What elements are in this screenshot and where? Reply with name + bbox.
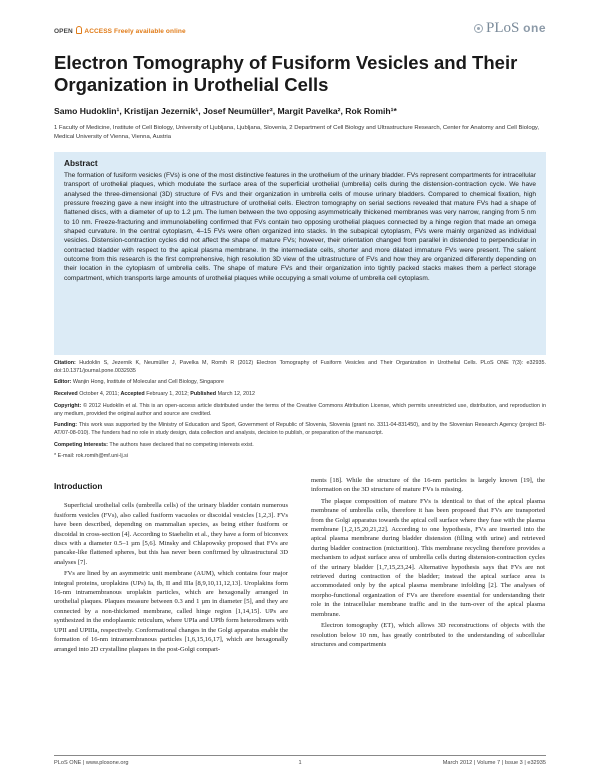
brand-one: one [523,21,546,35]
abstract-heading: Abstract [64,158,98,168]
open-access-prefix: OPEN [54,28,73,35]
body-column-left [54,476,288,656]
abstract-text: The formation of fusiform vesicles (FVs) is one of the most distinctive features in the urothelium of the urinary bladder. FVs represent compartments for intracellular transport of urothelial plaques, which modulate the surface area of the superficial urothelial (umbrella) cells during the distension-contraction cycle. We have analysed the three-dimensional (3D) structure of FVs and their organization in umbrella cells of mouse urinary bladders. Compared to chemical fixation, high pressure freezing gave a new insight into the ultrastructure of urothelial cells. Electron tomography on serial sections revealed that mature FVs had a shape of flattened discs, with a diameter of up to 1.2 µm. The lumen between the two opposing asymmetrically thickened membranes was very narrow, ranging from 5 nm to 10 nm. Freeze-fracturing and immunolabelling confirmed that FVs contain two opposing urothelial plaques connected by a hinge region that made an omega shaped curvature. In the central cytoplasm, 4–15 FVs were often organized into stacks. In the subapical cytoplasm, FVs were mainly organized as individual vesicles. Distension-contraction cycles did not affect the shape of mature FVs; however, their orientation changed from parallel in distended to perpendicular in contracted bladder with respect to the apical plasma membrane. In the intermediate cells, shorter and more dilated immature FVs were present. The salient outcome from this research is the first comprehensive, high resolution 3D view of the ultrastructure of FVs and how they are organized differently depending on their location in the cytoplasm of umbrella cells. The shape of mature FVs and their organization into tightly packed stacks makes them a perfect storage compartment, which transports large amounts of urothelial plaques while occupying a small volume of umbrella cell cytoplasm. [64,172,536,282]
body-paragraph: The plaque composition of mature FVs is identical to that of the apical plasma membrane of umbrella cells, therefore it has been proposed that FVs are transported from the Golgi apparatus towards the apical cell surface where they fuse with the plasma membrane [1,2,15,20,21,22]. According to one hypothesis, FVs are inserted into the apical plasma membrane during bladder distension (filling with urine) and retrieved during bladder contraction (micturition). This membrane recycling therefore provides a mechanism to adjust surface area of umbrella cells during distension-contraction cycles of the urinary bladder [1,7,15,23,24]. Alternative hypothesis says that FVs are not retrieved during contraction of the bladder; instead the apical surface area is accommodated only by the apical plasma membrane infolding [2]. The analyses of morpho-functional organization of FVs are therefore essential for understanding their role in the intracellular membrane traffic and in the turn-over of the apical plasma membrane. [311,497,545,618]
copyright-line: Copyright: © 2012 Hudoklin et al. This is an open-access article distributed under the terms of the Creative Commons Attribution License, which permits unrestricted use, distribution, and reproduction in any medium, provided the original author and source are credited. [54,402,546,417]
introduction-heading: Introduction [54,481,103,491]
body-paragraph: ments [18]. While the structure of the 16-nm particles is largely known [19], the information on the 3D structure of mature FVs is missing. [311,477,545,494]
editor-line: Editor: Wanjin Hong, Institute of Molecular and Cell Biology, Singapore [54,379,224,386]
page-footer [54,755,546,766]
funding-line: Funding: This work was supported by the Ministry of Education and Sport, Government of Republic of Slovenia, Slovenia (grant no. 3311-04-831450), and by the Slovenian Research Agency (project BI-AT/07-08-010). The funders had no role in study design, data collection and analysis, decision to publish, or preparation of the manuscript. [54,422,546,436]
competing-interests-line: Competing Interests: The authors have declared that no competing interests exist. [54,441,254,448]
page-number: 1 [298,760,302,766]
author-list: Samo Hudoklin¹, Kristijan Jezernik¹, Josef Neumüller², Margit Pavelka², Rok Romih¹* [54,106,397,116]
footer-issue: March 2012 | Volume 7 | Issue 3 | e32935 [442,760,546,766]
article-metadata [54,360,546,465]
open-access-label: ACCESS Freely available online [84,28,186,35]
body-paragraph: FVs are lined by an asymmetric unit membrane (AUM), which contains four major integral proteins, uroplakins (UPs) Ia, Ib, II and IIIa [8,9,10,11,12,13]. Uroplakins form 16-nm intramembranous uroplakin particles, which are hexagonally arranged in urothelial plaques. Plaques measure between 0.3 and 1 µm in diameter [5], and they are connected by a non-thickened membrane, called hinge region [1,14,15]. UPs are synthesized in the endoplasmic reticulum, where UPIa and UPIb form heterodimers with UPII and UPIIIa, respectively. Conformational changes in the Golgi apparatus enable the formation of 16-nm intramembranous particles [1,6,15,16,17], which are hexagonally arranged into 2D crystalline plaques in the post-Golgi compart- [54,570,288,653]
open-access-banner [54,26,186,35]
brand-plos: PLoS [486,20,520,36]
open-access-lock-icon [76,26,82,34]
affiliations: 1 Faculty of Medicine, Institute of Cell Biology, University of Ljubljana, Ljubljana, Slovenia, 2 Department of Cell Biology and Ultrastructure Research, Center for Anatomy and Cell Biology, Medical University of Vienna, Vienna, Austria [54,125,540,140]
email-line: * E-mail: rok.romih@mf.uni-lj.si [54,453,129,460]
body-column-right [311,476,545,651]
footer-journal: PLoS ONE | www.plosone.org [54,760,129,766]
dates-line: Received October 4, 2011; Accepted February 1, 2012; Published March 12, 2012 [54,391,256,398]
citation-line: Citation: Hudoklin S, Jezernik K, Neumüller J, Pavelka M, Romih R (2012) Electron Tomography of Fusiform Vesicles and Their Organization in Urothelial Cells. PLoS ONE 7(3): e32935. doi:10.1371/journal.pone.0032935 [54,360,546,374]
body-paragraph: Electron tomography (ET), which allows 3D reconstructions of objects with the resolution below 10 nm, has greatly contributed to the understanding of subcellular structures and compartments [311,622,545,648]
article-title: Electron Tomography of Fusiform Vesicles and Their Organization in Urothelial Cells [54,52,518,95]
body-paragraph: Superficial urothelial cells (umbrella cells) of the urinary bladder contain numerous fusiform vesicles (FVs), also called fusiform vacuoles or discoidal vesicles [1,2,3]. FVs have been described, depending on mammalian species, as being either fusiform or discoidal in cross-section [4]. According to Staehelin et al., they have a form of biconvex discs with a diameter 0.5–1 µm [5,6]. Minsky and Chlapowsky proposed that FVs are pancake-like flattened spheres, but this has never been confirmed by ultrastructural 3D analyses [7]. [54,502,288,566]
plos-one-logo [474,20,546,37]
journal-header [54,20,546,40]
plos-logo-icon [474,24,483,33]
abstract-box [54,152,546,355]
